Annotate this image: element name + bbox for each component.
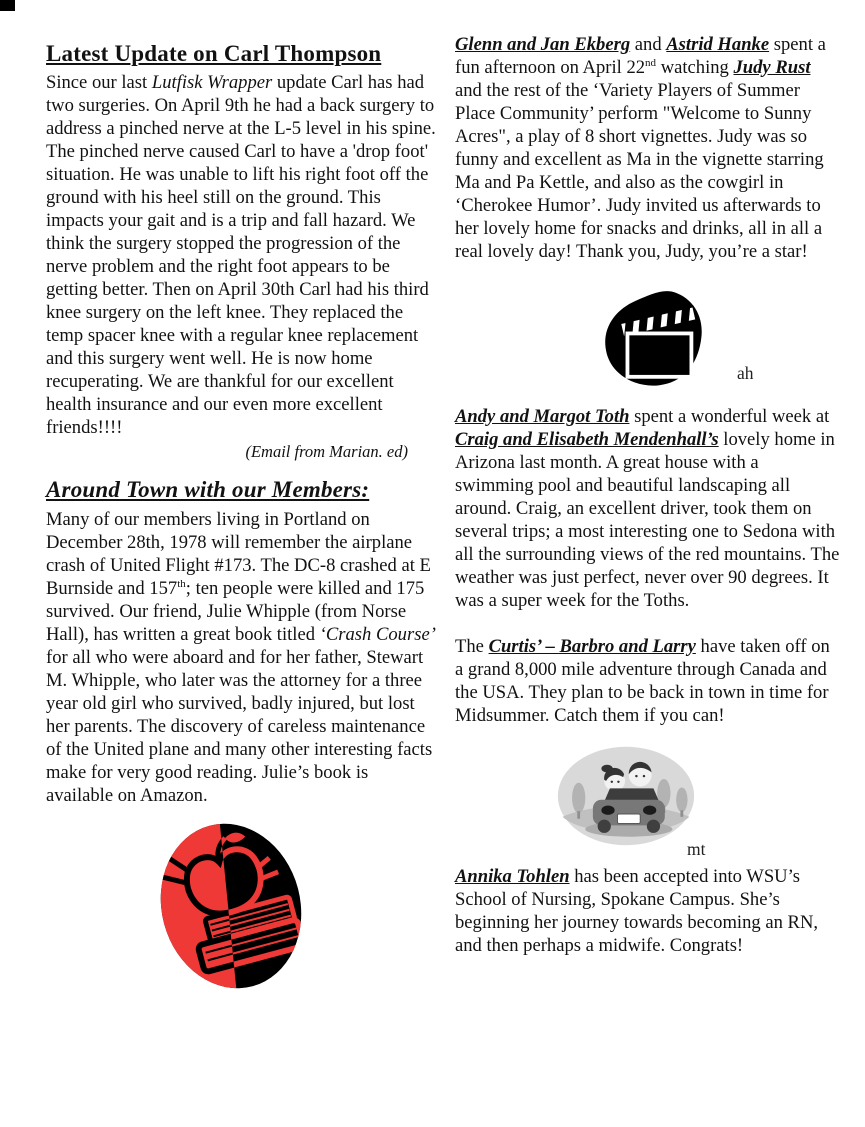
text-run: and (630, 34, 667, 55)
clapperboard-figure (455, 277, 841, 405)
member-name: Astrid Hanke (666, 34, 770, 55)
member-name: Andy and Margot Toth (455, 406, 630, 427)
member-name: Craig and Elisabeth Mendenhall’s (455, 429, 719, 450)
apple-and-books-icon (146, 817, 316, 995)
paragraph-carl-update (46, 71, 438, 439)
scan-artifact (0, 0, 15, 11)
left-column (46, 40, 438, 1005)
ordinal-superscript: nd (645, 56, 657, 69)
paragraph-around-town (46, 508, 438, 807)
text-run: lovely home in Arizona last month. A great house with a swimming pool and beautiful landscaping all around. Craig, an excellent driver, took them on several trips; a most interesting one to Sedona with all the surrounding views of the red mountains. The weather was just perfect, never over 90 degrees. It was a super week for the Toths. (455, 429, 840, 611)
text-run: ; ten people were killed and 175 survived. Our friend, Julie Whipple (from Norse Hall), has written a great book titled (46, 578, 425, 645)
heading-carl-thompson: Latest Update on Carl Thompson (46, 41, 382, 66)
book-title-italic: ‘Crash Course’ (319, 624, 436, 645)
text-run: have taken off on a grand 8,000 mile adventure through Canada and the USA. They plan to be back in town in time for Midsummer. Catch them if you can! (455, 636, 830, 726)
car-trip-figure (455, 741, 841, 865)
text-run: Since our last (46, 72, 152, 93)
paragraph-toth-visit (455, 405, 841, 612)
text-run: Many of our members living in Portland on December 28th, 1978 will remember the airplane crash of United Flight #173. The DC-8 crashed at E Burnside and 157 (46, 509, 431, 599)
text-run: watching (656, 57, 734, 78)
car-road-trip-icon (555, 743, 697, 849)
ordinal-superscript: th (177, 577, 186, 590)
text-run: update Carl has had two surgeries. On April 9th he had a back surgery to address a pinched nerve at the L-5 level in his spine. The pinched nerve caused Carl to have a 'drop foot' situation. He was unable to lift his right foot off the ground with his heel still on the ground. This impacts your gait and is a trip and fall hazard. We think the surgery stopped the progression of the nerve problem and the right foot appears to be getting better. Then on April 30th Carl had his third knee surgery on the left knee. They replaced the temp spacer knee with a regular knee replacement and this surgery went well. He is now home recuperating. We are thankful for our excellent health insurance and our even more excellent friends!!!! (46, 72, 436, 438)
text-run: spent a wonderful week at (629, 406, 830, 427)
contributor-initials-ah: ah (737, 363, 754, 383)
paragraph-annika-tohlen (455, 865, 841, 957)
text-run: has been accepted into WSU’s School of Nursing, Spokane Campus. She’s beginning her journey towards becoming an RN, and then perhaps a midwife. Congrats! (455, 866, 819, 956)
contributor-initials-mt: mt (687, 839, 706, 859)
text-run: The (455, 636, 489, 657)
text-run: and the rest of the ‘Variety Players of Summer Place Community’ perform "Welcome to Sunny Acres", a play of 8 short vignettes. Judy was so funny and excellent as Ma in the vignette starring Ma and Pa Kettle, and also as the cowgirl in ‘Cherokee Humor’. Judy invited us afterwards to her lovely home for snacks and drinks, all in all a real lovely day! Thank you, Judy, you’re a star! (455, 80, 824, 262)
text-run: for all who were aboard and for her father, Stewart M. Whipple, who later was the attorney for a three year old girl who survived, badly injured, but lost her parents. The discovery of careless maintenance of the United plane and many other interesting facts make for very good reading. Julie’s book is available on Amazon. (46, 647, 433, 806)
heading-around-town: Around Town with our Members: (46, 477, 370, 502)
apple-books-figure (46, 815, 438, 1005)
newsletter-title-italic: Lutfisk Wrapper (151, 72, 273, 93)
paragraph-ekberg-hanke (455, 33, 841, 263)
member-name: Curtis’ – Barbro and Larry (488, 636, 696, 657)
member-name: Annika Tohlen (455, 866, 570, 887)
member-name: Judy Rust (733, 57, 811, 78)
paragraph-curtis-trip (455, 635, 841, 727)
editor-note: (Email from Marian. ed) (245, 442, 408, 461)
movie-clapperboard-icon (597, 277, 715, 399)
member-name: Glenn and Jan Ekberg (455, 34, 631, 55)
right-column (455, 33, 841, 957)
text-run: spent a fun afternoon on April 22 (455, 34, 826, 78)
